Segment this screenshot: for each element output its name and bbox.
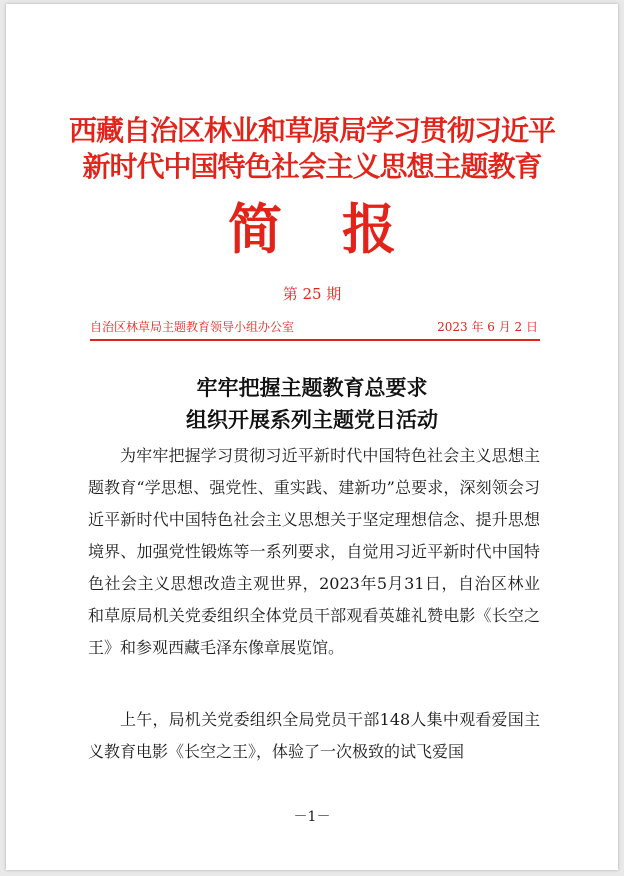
- brief-title: 简报: [228, 197, 456, 261]
- header-title-line1: 西藏自治区林业和草原局学习贯彻习近平: [68, 114, 555, 147]
- issue-number: 第 25 期: [282, 285, 342, 303]
- page-number: －1－: [293, 809, 331, 825]
- header-title-line2: 新时代中国特色社会主义思想主题教育: [82, 150, 542, 183]
- article-title-line2: 组织开展系列主题党日活动: [186, 407, 438, 432]
- issuer-office: 自治区林草局主题教育领导小组办公室: [90, 320, 295, 334]
- red-divider: [90, 339, 540, 341]
- article-paragraph-2: 上午，局机关党委组织全局党员干部148人集中观看爱国主义教育电影《长空之王》，体验了一次极致的试飞爱国: [88, 710, 540, 761]
- article-title-line1: 牢牢把握主题教育总要求: [196, 375, 428, 400]
- issue-date: 2023 年 6 月 2 日: [437, 320, 538, 334]
- article-paragraph-1: 为牢牢把握学习贯彻习近平新时代中国特色社会主义思想主题教育“学思想、强党性、重实践、建新功”总要求，深刻领会习近平新时代中国特色社会主义思想关于坚定理想信念、提升思想境界、加强党性锻炼等一系列要求，自觉用习近平新时代中国特色社会主义思想改造主观世界，2023年5月31日，自治区林业和草原局机关党委组织全体党员干部观看英雄礼赞电影《长空之王》和参观西藏毛泽东像章展览馆。: [88, 446, 540, 657]
